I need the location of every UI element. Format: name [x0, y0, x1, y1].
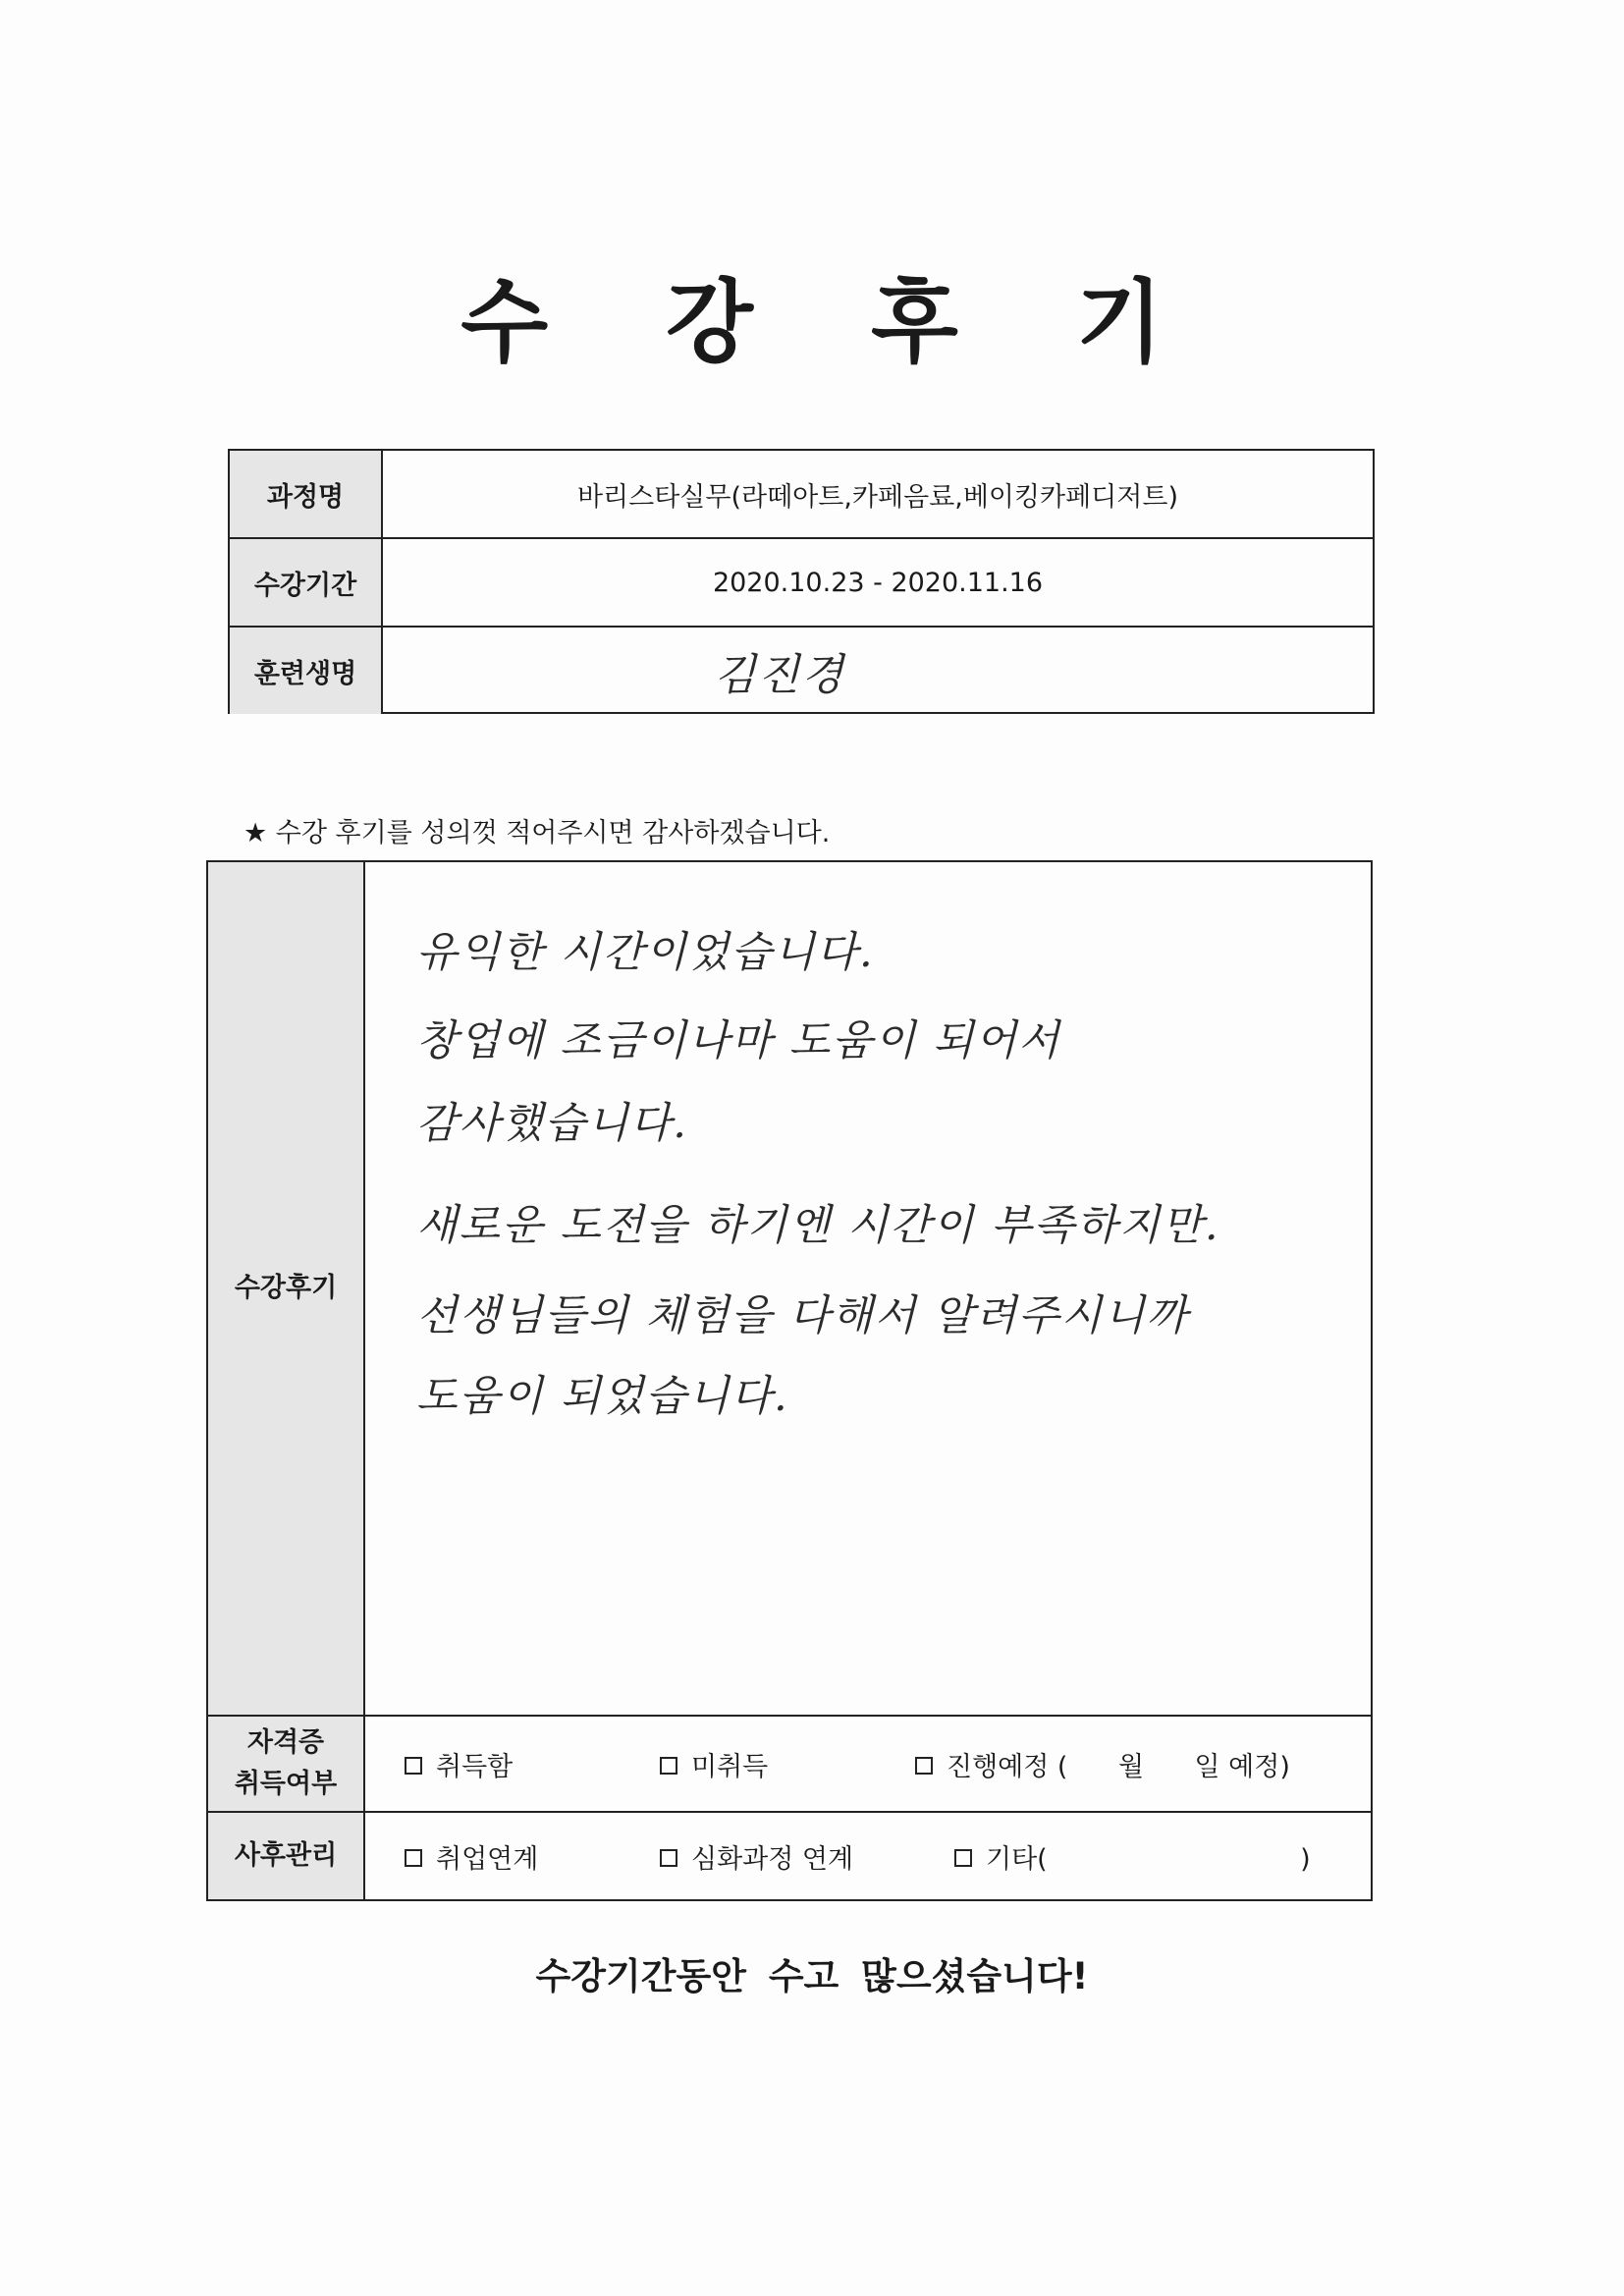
cert-label-line2: 취득여부 — [234, 1769, 338, 1799]
review-line-3: 감사했습니다. — [416, 1099, 688, 1148]
review-label — [208, 862, 365, 1715]
period-value: 2020.10.23 - 2020.11.16 — [712, 567, 1044, 598]
review-line-1: 유익한 시간이었습니다. — [416, 928, 875, 977]
course-info-table — [228, 449, 1375, 714]
cert-options — [365, 1717, 1371, 1811]
aftercare-option-job-label: 취업연계 — [436, 1843, 539, 1875]
aftercare-label-text: 사후관리 — [234, 1840, 338, 1872]
cert-option-acquired-label: 취득함 — [436, 1751, 514, 1782]
cert-option-in-progress-label: 진행예정 ( 월 일 예정) — [947, 1751, 1290, 1782]
period-label: 수강기간 — [230, 539, 383, 626]
aftercare-option-other[interactable] — [954, 1837, 1311, 1876]
aftercare-label — [208, 1813, 365, 1899]
checkbox-icon[interactable] — [660, 1757, 677, 1775]
period-row — [230, 539, 1373, 628]
name-value — [383, 628, 1373, 714]
instruction-note: ★ 수강 후기를 성의껏 적어주시면 감사하겠습니다. — [244, 818, 831, 848]
review-line-6: 도움이 되었습니다. — [416, 1372, 789, 1421]
page-title: 수 강 후 기 — [460, 270, 1207, 375]
review-line-4: 새로운 도전을 하기엔 시간이 부족하지만. — [416, 1201, 1220, 1250]
trainee-name-handwritten: 김진경 — [714, 650, 845, 700]
course-row — [230, 451, 1373, 539]
checkbox-icon[interactable] — [405, 1849, 422, 1867]
review-label-text: 수강후기 — [234, 1273, 338, 1304]
aftercare-option-advanced[interactable] — [660, 1837, 853, 1876]
course-label: 과정명 — [230, 451, 383, 537]
review-line-2: 창업에 조금이나마 도움이 되어서 — [416, 1016, 1061, 1066]
review-line-5: 선생님들의 체험을 다해서 알려주시니까 — [416, 1291, 1190, 1340]
cert-option-not-acquired[interactable] — [660, 1745, 768, 1783]
aftercare-options — [365, 1813, 1371, 1899]
aftercare-option-other-label: 기타( ) — [986, 1843, 1311, 1875]
aftercare-option-advanced-label: 심화과정 연계 — [691, 1843, 854, 1875]
checkbox-icon[interactable] — [915, 1757, 933, 1775]
closing-message: 수강기간동안 수고 많으셨습니다! — [535, 1955, 1089, 1997]
name-row — [230, 628, 1373, 714]
checkbox-icon[interactable] — [405, 1757, 422, 1775]
aftercare-option-job[interactable] — [405, 1837, 538, 1876]
checkbox-icon[interactable] — [660, 1849, 677, 1867]
cert-label-line1: 자격증 — [246, 1727, 325, 1759]
review-table — [206, 860, 1373, 1901]
cert-label — [208, 1717, 365, 1811]
cert-option-acquired[interactable] — [405, 1745, 513, 1783]
cert-option-not-acquired-label: 미취득 — [691, 1751, 769, 1782]
review-body — [365, 862, 1371, 1715]
cert-option-in-progress[interactable] — [915, 1745, 1290, 1783]
name-label: 훈련생명 — [230, 628, 383, 714]
checkbox-icon[interactable] — [954, 1849, 972, 1867]
course-value: 바리스타실무(라떼아트,카페음료,베이킹카페디저트) — [576, 481, 1179, 513]
